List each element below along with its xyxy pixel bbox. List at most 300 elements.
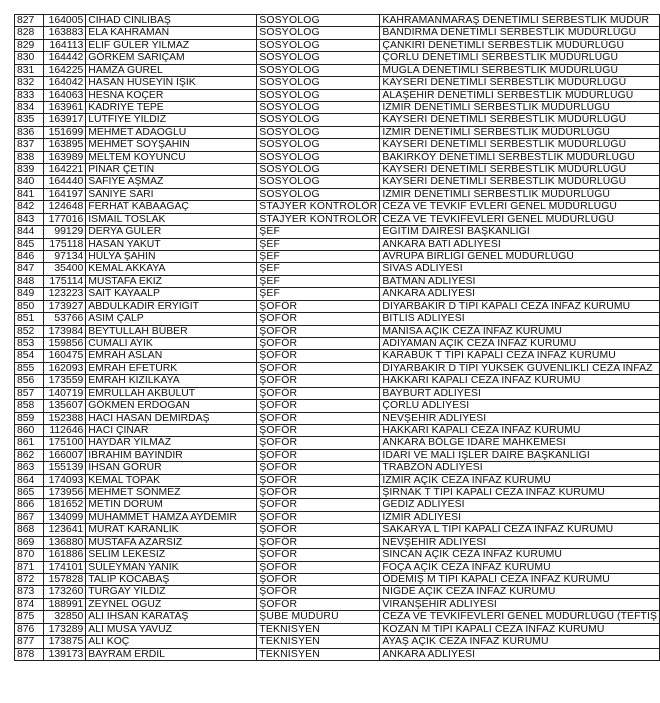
assigned-unit: FOÇA AÇIK CEZA İNFAZ KURUMU — [380, 561, 660, 573]
assigned-unit: NİĞDE AÇIK CEZA İNFAZ KURUMU — [380, 586, 660, 598]
person-name: MUSTAFA EKİZ — [86, 275, 257, 287]
assigned-unit: MUĞLA DENETİMLİ SERBESTLİK MÜDÜRLÜĞÜ — [380, 64, 660, 76]
job-title: ŞOFÖR — [257, 549, 380, 561]
row-number: 842 — [15, 201, 44, 213]
job-title: ŞUBE MÜDÜRÜ — [257, 611, 380, 623]
assigned-unit: İZMİR DENETİMLİ SERBESTLİK MÜDÜRLÜĞÜ — [380, 188, 660, 200]
row-number: 850 — [15, 300, 44, 312]
row-number: 854 — [15, 350, 44, 362]
assigned-unit: ÇORLU ADLİYESİ — [380, 400, 660, 412]
table-row — [15, 350, 660, 362]
registry-number: 164005 — [43, 15, 85, 27]
registry-number: 174093 — [43, 474, 85, 486]
table-row — [15, 201, 660, 213]
assigned-unit: KAYSERİ DENETİMLİ SERBESTLİK MÜDÜRLÜĞÜ — [380, 176, 660, 188]
job-title: ŞOFÖR — [257, 598, 380, 610]
table-row — [15, 462, 660, 474]
registry-number: 164442 — [43, 52, 85, 64]
assigned-unit: ŞIRNAK T TİPİ KAPALI CEZA İNFAZ KURUMU — [380, 487, 660, 499]
person-name: MEHMET ADAOĞLU — [86, 126, 257, 138]
assigned-unit: ADIYAMAN AÇIK CEZA İNFAZ KURUMU — [380, 337, 660, 349]
row-number: 834 — [15, 101, 44, 113]
job-title: ŞOFÖR — [257, 424, 380, 436]
job-title: ŞOFÖR — [257, 511, 380, 523]
assigned-unit: İZMİR AÇIK CEZA İNFAZ KURUMU — [380, 474, 660, 486]
registry-number: 177016 — [43, 213, 85, 225]
job-title: SOSYOLOG — [257, 64, 380, 76]
row-number: 835 — [15, 114, 44, 126]
job-title: ŞEF — [257, 226, 380, 238]
row-number: 871 — [15, 561, 44, 573]
registry-number: 175114 — [43, 275, 85, 287]
table-row — [15, 288, 660, 300]
table-row — [15, 77, 660, 89]
row-number: 836 — [15, 126, 44, 138]
person-name: ASIM ÇALP — [86, 313, 257, 325]
assigned-unit: ALAŞEHİR DENETİMLİ SERBESTLİK MÜDÜRLÜĞÜ — [380, 89, 660, 101]
person-name: GÖRKEM SARIÇAM — [86, 52, 257, 64]
assigned-unit: BAKIRKÖY DENETİMLİ SERBESTLİK MÜDÜRLÜĞÜ — [380, 151, 660, 163]
job-title: ŞOFÖR — [257, 325, 380, 337]
job-title: STAJYER KONTROLÖR — [257, 201, 380, 213]
person-name: EMRAH EFETÜRK — [86, 362, 257, 374]
job-title: ŞEF — [257, 288, 380, 300]
registry-number: 159856 — [43, 337, 85, 349]
table-row — [15, 52, 660, 64]
assigned-unit: İZMİR ADLİYESİ — [380, 511, 660, 523]
registry-number: 173260 — [43, 586, 85, 598]
table-row — [15, 573, 660, 585]
registry-number: 164113 — [43, 39, 85, 51]
job-title: ŞEF — [257, 238, 380, 250]
registry-number: 173927 — [43, 300, 85, 312]
job-title: SOSYOLOG — [257, 139, 380, 151]
table-row — [15, 362, 660, 374]
table-row — [15, 424, 660, 436]
job-title: SOSYOLOG — [257, 52, 380, 64]
job-title: TEKNİSYEN — [257, 636, 380, 648]
row-number: 862 — [15, 449, 44, 461]
table-row — [15, 213, 660, 225]
table-row — [15, 375, 660, 387]
registry-number: 135607 — [43, 400, 85, 412]
job-title: ŞOFÖR — [257, 536, 380, 548]
person-name: HACI HASAN DEMİRDAŞ — [86, 412, 257, 424]
person-name: ELA KAHRAMAN — [86, 27, 257, 39]
person-name: KEMAL AKKAYA — [86, 263, 257, 275]
registry-number: 151699 — [43, 126, 85, 138]
person-name: ALİ MUSA YAVUZ — [86, 623, 257, 635]
registry-number: 173559 — [43, 375, 85, 387]
row-number: 865 — [15, 487, 44, 499]
person-name: CUMALİ AYİK — [86, 337, 257, 349]
registry-number: 173956 — [43, 487, 85, 499]
person-name: BEYTULLAH BÜBER — [86, 325, 257, 337]
row-number: 848 — [15, 275, 44, 287]
table-row — [15, 437, 660, 449]
registry-number: 123223 — [43, 288, 85, 300]
assigned-unit: DİYARBAKIR D TİPİ YÜKSEK GÜVENLİKLİ CEZA İNFAZ — [380, 362, 660, 374]
registry-number: 164440 — [43, 176, 85, 188]
row-number: 829 — [15, 39, 44, 51]
assigned-unit: NEVŞEHİR ADLİYESİ — [380, 412, 660, 424]
table-row — [15, 176, 660, 188]
person-name: METİN DORUM — [86, 499, 257, 511]
table-row — [15, 511, 660, 523]
job-title: ŞEF — [257, 275, 380, 287]
job-title: SOSYOLOG — [257, 176, 380, 188]
assigned-unit: KAYSERİ DENETİMLİ SERBESTLİK MÜDÜRLÜĞÜ — [380, 77, 660, 89]
table-row — [15, 126, 660, 138]
person-name: HASAN HÜSEYİN IŞIK — [86, 77, 257, 89]
assigned-unit: ÇANKIRI DENETİMLİ SERBESTLİK MÜDÜRLÜĞÜ — [380, 39, 660, 51]
assigned-unit: ANKARA BÖLGE İDARE MAHKEMESİ — [380, 437, 660, 449]
row-number: 870 — [15, 549, 44, 561]
person-name: SAİT KAYAALP — [86, 288, 257, 300]
row-number: 839 — [15, 164, 44, 176]
table-row — [15, 623, 660, 635]
table-row — [15, 89, 660, 101]
assigned-unit: KAYSERİ DENETİMLİ SERBESTLİK MÜDÜRLÜĞÜ — [380, 114, 660, 126]
registry-number: 32850 — [43, 611, 85, 623]
registry-number: 164063 — [43, 89, 85, 101]
person-name: SANİYE SARI — [86, 188, 257, 200]
registry-number: 181652 — [43, 499, 85, 511]
registry-number: 162093 — [43, 362, 85, 374]
person-name: PINAR ÇETİN — [86, 164, 257, 176]
assigned-unit: MANİSA AÇIK CEZA İNFAZ KURUMU — [380, 325, 660, 337]
registry-number: 164197 — [43, 188, 85, 200]
registry-number: 163895 — [43, 139, 85, 151]
table-row — [15, 300, 660, 312]
registry-number: 136880 — [43, 536, 85, 548]
person-name: MEHMET SÖNMEZ — [86, 487, 257, 499]
row-number: 858 — [15, 400, 44, 412]
person-name: LUTFİYE YILDIZ — [86, 114, 257, 126]
person-name: ALİ KOÇ — [86, 636, 257, 648]
person-name: MUHAMMET HAMZA AYDEMİR — [86, 511, 257, 523]
assigned-unit: HAKKARİ KAPALI CEZA İNFAZ KURUMU — [380, 424, 660, 436]
table-row — [15, 238, 660, 250]
table-row — [15, 400, 660, 412]
registry-number: 164221 — [43, 164, 85, 176]
person-name: HAMZA GÜREL — [86, 64, 257, 76]
table-row — [15, 139, 660, 151]
row-number: 849 — [15, 288, 44, 300]
registry-number: 123641 — [43, 524, 85, 536]
registry-number: 163989 — [43, 151, 85, 163]
row-number: 874 — [15, 598, 44, 610]
assigned-unit: ANKARA ADLİYESİ — [380, 288, 660, 300]
person-name: EMRAH KIZILKAYA — [86, 375, 257, 387]
row-number: 840 — [15, 176, 44, 188]
table-row — [15, 114, 660, 126]
row-number: 853 — [15, 337, 44, 349]
registry-number: 175118 — [43, 238, 85, 250]
job-title: ŞOFÖR — [257, 350, 380, 362]
row-number: 844 — [15, 226, 44, 238]
row-number: 875 — [15, 611, 44, 623]
row-number: 856 — [15, 375, 44, 387]
person-name: MUSTAFA AZARSIZ — [86, 536, 257, 548]
assigned-unit: CEZA VE TEVKİFEVLERİ GENEL MÜDÜRLÜĞÜ — [380, 213, 660, 225]
job-title: SOSYOLOG — [257, 39, 380, 51]
assigned-unit: EĞİTİM DAİRESİ BAŞKANLIĞI — [380, 226, 660, 238]
person-name: GÖKMEN ERDOĞAN — [86, 400, 257, 412]
row-number: 869 — [15, 536, 44, 548]
table-row — [15, 449, 660, 461]
person-name: KADRİYE TEPE — [86, 101, 257, 113]
job-title: SOSYOLOG — [257, 114, 380, 126]
assigned-unit: ANKARA BATI ADLİYESİ — [380, 238, 660, 250]
job-title: ŞOFÖR — [257, 561, 380, 573]
job-title: ŞOFÖR — [257, 462, 380, 474]
person-name: TURGAY YILDIZ — [86, 586, 257, 598]
job-title: ŞOFÖR — [257, 387, 380, 399]
person-name: CİHAD CİNLİBAŞ — [86, 15, 257, 27]
assigned-unit: KARABÜK T TİPİ KAPALI CEZA İNFAZ KURUMU — [380, 350, 660, 362]
assigned-unit: ANKARA ADLİYESİ — [380, 648, 660, 660]
registry-number: 139173 — [43, 648, 85, 660]
table-row — [15, 313, 660, 325]
row-number: 845 — [15, 238, 44, 250]
table-row — [15, 39, 660, 51]
registry-number: 163961 — [43, 101, 85, 113]
row-number: 851 — [15, 313, 44, 325]
registry-number: 164225 — [43, 64, 85, 76]
row-number: 863 — [15, 462, 44, 474]
assigned-unit: BİTLİS ADLİYESİ — [380, 313, 660, 325]
registry-number: 161886 — [43, 549, 85, 561]
registry-number: 157828 — [43, 573, 85, 585]
registry-number: 188991 — [43, 598, 85, 610]
assigned-unit: İZMİR DENETİMLİ SERBESTLİK MÜDÜRLÜĞÜ — [380, 126, 660, 138]
row-number: 852 — [15, 325, 44, 337]
table-row — [15, 524, 660, 536]
job-title: STAJYER KONTROLÖR — [257, 213, 380, 225]
assigned-unit: KAYSERİ DENETİMLİ SERBESTLİK MÜDÜRLÜĞÜ — [380, 139, 660, 151]
row-number: 827 — [15, 15, 44, 27]
table-row — [15, 536, 660, 548]
job-title: SOSYOLOG — [257, 164, 380, 176]
assigned-unit: NEVŞEHİR ADLİYESİ — [380, 536, 660, 548]
registry-number: 134099 — [43, 511, 85, 523]
row-number: 857 — [15, 387, 44, 399]
table-row — [15, 387, 660, 399]
table-row — [15, 337, 660, 349]
assigned-unit: İDARİ VE MALİ İŞLER DAİRE BAŞKANLIĞI — [380, 449, 660, 461]
job-title: ŞOFÖR — [257, 412, 380, 424]
assigned-unit: CEZA VE TEVKİF EVLERİ GENEL MÜDÜRLÜĞÜ — [380, 201, 660, 213]
table-row — [15, 412, 660, 424]
registry-number: 112646 — [43, 424, 85, 436]
job-title: TEKNİSYEN — [257, 623, 380, 635]
assigned-unit: BATMAN ADLİYESİ — [380, 275, 660, 287]
table-row — [15, 474, 660, 486]
person-name: ABDULKADİR ERYİĞİT — [86, 300, 257, 312]
row-number: 833 — [15, 89, 44, 101]
person-name: İSMAİL TOSLAK — [86, 213, 257, 225]
assigned-unit: VİRANŞEHİR ADLİYESİ — [380, 598, 660, 610]
row-number: 837 — [15, 139, 44, 151]
job-title: SOSYOLOG — [257, 15, 380, 27]
job-title: ŞOFÖR — [257, 362, 380, 374]
person-name: EMRAH ASLAN — [86, 350, 257, 362]
job-title: ŞOFÖR — [257, 474, 380, 486]
assigned-unit: HAKKARİ KAPALI CEZA İNFAZ KURUMU — [380, 375, 660, 387]
job-title: ŞOFÖR — [257, 313, 380, 325]
table-row — [15, 636, 660, 648]
registry-number: 175100 — [43, 437, 85, 449]
job-title: ŞOFÖR — [257, 499, 380, 511]
job-title: ŞOFÖR — [257, 437, 380, 449]
job-title: SOSYOLOG — [257, 89, 380, 101]
registry-number: 124648 — [43, 201, 85, 213]
row-number: 878 — [15, 648, 44, 660]
person-name: İBRAHİM BAYINDIR — [86, 449, 257, 461]
row-number: 832 — [15, 77, 44, 89]
registry-number: 166007 — [43, 449, 85, 461]
registry-number: 163917 — [43, 114, 85, 126]
person-name: ALİ İHSAN KARATAŞ — [86, 611, 257, 623]
job-title: SOSYOLOG — [257, 27, 380, 39]
assigned-unit: SİVAS ADLİYESİ — [380, 263, 660, 275]
assigned-unit: TRABZON ADLİYESİ — [380, 462, 660, 474]
job-title: ŞOFÖR — [257, 375, 380, 387]
job-title: ŞEF — [257, 263, 380, 275]
row-number: 859 — [15, 412, 44, 424]
row-number: 867 — [15, 511, 44, 523]
person-name: ELİF GÜLER YILMAZ — [86, 39, 257, 51]
registry-number: 99129 — [43, 226, 85, 238]
registry-number: 160475 — [43, 350, 85, 362]
assigned-unit: AYAŞ AÇIK CEZA İNFAZ KURUMU — [380, 636, 660, 648]
assigned-unit: DİYARBAKIR D TİPİ KAPALI CEZA İNFAZ KURUMU — [380, 300, 660, 312]
table-row — [15, 586, 660, 598]
table-row — [15, 549, 660, 561]
table-row — [15, 27, 660, 39]
row-number: 876 — [15, 623, 44, 635]
assigned-unit: KAYSERİ DENETİMLİ SERBESTLİK MÜDÜRLÜĞÜ — [380, 164, 660, 176]
job-title: SOSYOLOG — [257, 151, 380, 163]
table-row — [15, 101, 660, 113]
assigned-unit: ÖDEMİŞ M TİPİ KAPALI CEZA İNFAZ KURUMU — [380, 573, 660, 585]
job-title: ŞOFÖR — [257, 300, 380, 312]
table-row — [15, 499, 660, 511]
registry-number: 155139 — [43, 462, 85, 474]
table-row — [15, 226, 660, 238]
assigned-unit: İZMİR DENETİMLİ SERBESTLİK MÜDÜRLÜĞÜ — [380, 101, 660, 113]
person-name: HAYDAR YILMAZ — [86, 437, 257, 449]
row-number: 855 — [15, 362, 44, 374]
job-title: TEKNİSYEN — [257, 648, 380, 660]
job-title: ŞOFÖR — [257, 449, 380, 461]
registry-number: 173984 — [43, 325, 85, 337]
row-number: 861 — [15, 437, 44, 449]
appointment-list-table — [14, 14, 660, 661]
table-row — [15, 325, 660, 337]
registry-number: 152388 — [43, 412, 85, 424]
table-row — [15, 487, 660, 499]
row-number: 838 — [15, 151, 44, 163]
person-name: HESNA KOÇER — [86, 89, 257, 101]
assigned-unit: KOZAN M TİPİ KAPALI CEZA İNFAZ KURUMU — [380, 623, 660, 635]
row-number: 873 — [15, 586, 44, 598]
registry-number: 97134 — [43, 251, 85, 263]
person-name: HÜLYA ŞAHİN — [86, 251, 257, 263]
person-name: SAFİYE AŞMAZ — [86, 176, 257, 188]
person-name: BAYRAM ERDİL — [86, 648, 257, 660]
assigned-unit: BAYBURT ADLİYESİ — [380, 387, 660, 399]
table-row — [15, 15, 660, 27]
assigned-unit: GEDİZ ADLİYESİ — [380, 499, 660, 511]
row-number: 872 — [15, 573, 44, 585]
row-number: 866 — [15, 499, 44, 511]
job-title: SOSYOLOG — [257, 126, 380, 138]
person-name: FERHAT KABAAĞAÇ — [86, 201, 257, 213]
job-title: SOSYOLOG — [257, 188, 380, 200]
registry-number: 140719 — [43, 387, 85, 399]
person-name: SÜLEYMAN YANIK — [86, 561, 257, 573]
person-name: TALİP KOCABAŞ — [86, 573, 257, 585]
row-number: 843 — [15, 213, 44, 225]
person-name: MEHMET SOYŞAHİN — [86, 139, 257, 151]
assigned-unit: ÇORLU DENETİMLİ SERBESTLİK MÜDÜRLÜĞÜ — [380, 52, 660, 64]
row-number: 847 — [15, 263, 44, 275]
table-row — [15, 64, 660, 76]
person-name: HASAN YAKUT — [86, 238, 257, 250]
table-row — [15, 611, 660, 623]
table-row — [15, 561, 660, 573]
assigned-unit: BANDIRMA DENETİMLİ SERBESTLİK MÜDÜRLÜĞÜ — [380, 27, 660, 39]
table-row — [15, 263, 660, 275]
person-name: EMRULLAH AKBULUT — [86, 387, 257, 399]
person-name: MELTEM KOYUNCU — [86, 151, 257, 163]
table-row — [15, 275, 660, 287]
job-title: ŞOFÖR — [257, 524, 380, 536]
row-number: 877 — [15, 636, 44, 648]
job-title: ŞOFÖR — [257, 337, 380, 349]
row-number: 864 — [15, 474, 44, 486]
table-row — [15, 598, 660, 610]
registry-number: 53766 — [43, 313, 85, 325]
job-title: ŞOFÖR — [257, 400, 380, 412]
row-number: 860 — [15, 424, 44, 436]
table-row — [15, 151, 660, 163]
assigned-unit: CEZA VE TEVKİFEVLERİ GENEL MÜDÜRLÜĞÜ (TEFTİŞ — [380, 611, 660, 623]
registry-number: 163883 — [43, 27, 85, 39]
assigned-unit: SİNCAN AÇIK CEZA İNFAZ KURUMU — [380, 549, 660, 561]
table-row — [15, 251, 660, 263]
row-number: 841 — [15, 188, 44, 200]
job-title: ŞOFÖR — [257, 586, 380, 598]
person-name: SELİM LEKESİZ — [86, 549, 257, 561]
job-title: ŞOFÖR — [257, 573, 380, 585]
registry-number: 164042 — [43, 77, 85, 89]
person-name: HACİ ÇINAR — [86, 424, 257, 436]
row-number: 868 — [15, 524, 44, 536]
table-row — [15, 164, 660, 176]
job-title: ŞEF — [257, 251, 380, 263]
job-title: SOSYOLOG — [257, 77, 380, 89]
registry-number: 35400 — [43, 263, 85, 275]
row-number: 830 — [15, 52, 44, 64]
person-name: KEMAL TOPAK — [86, 474, 257, 486]
table-row — [15, 188, 660, 200]
registry-number: 174101 — [43, 561, 85, 573]
person-name: ZEYNEL OĞUZ — [86, 598, 257, 610]
assigned-unit: SAKARYA L TİPİ KAPALI CEZA İNFAZ KURUMU — [380, 524, 660, 536]
